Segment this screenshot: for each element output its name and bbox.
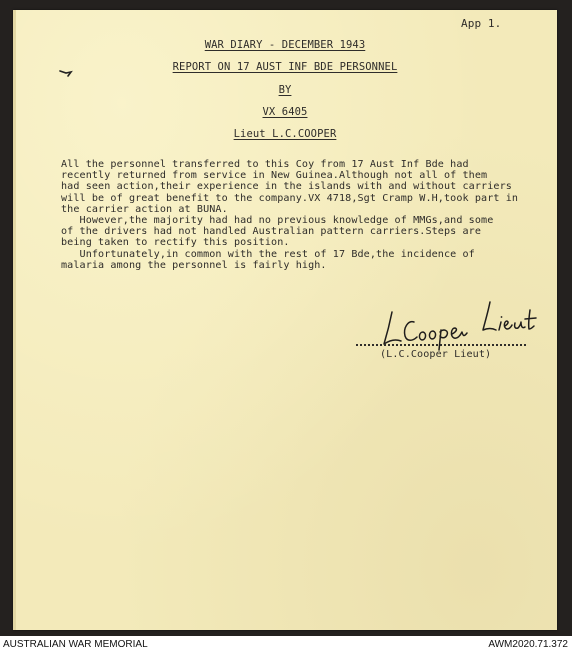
body-line: All the personnel transferred to this Coy from 17 Aust Inf Bde had: [61, 159, 469, 170]
body-line: However,the majority had had no previous knowledge of MMGs,and some: [61, 215, 494, 227]
body-line: being taken to rectify this position.: [61, 237, 290, 249]
body-line: Unfortunately,in common with the rest of 17 Bde,the incidence of: [61, 248, 475, 260]
by-line: [13, 84, 557, 96]
body-line: malaria among the personnel is fairly high.: [61, 259, 327, 271]
document-page: [13, 10, 557, 630]
ink-tick-mark: [59, 69, 73, 77]
signature-line: [356, 344, 526, 346]
body-line: recently returned from service in New Guinea.Although not all of them: [61, 170, 488, 182]
paper-edge: [13, 10, 16, 630]
body-line: of the drivers had not handled Australian pattern carriers.Steps are: [61, 226, 482, 238]
service-number-text: VX 6405: [262, 106, 308, 118]
by-line-text: BY: [278, 84, 292, 96]
handwritten-signature: [370, 292, 540, 352]
report-subject-text: REPORT ON 17 AUST INF BDE PERSONNEL: [172, 61, 398, 73]
accession-number: AWM2020.71.372: [488, 639, 568, 650]
author-name-text: Lieut L.C.COOPER: [233, 128, 337, 140]
author-name: [13, 128, 557, 140]
report-body: [61, 159, 553, 271]
diary-title: [13, 39, 557, 51]
typed-signature-name: (L.C.Cooper Lieut): [380, 349, 492, 360]
body-line: had seen action,their experience in the islands with and without carriers: [61, 181, 512, 193]
report-subject: [13, 61, 557, 73]
archive-footer: [0, 636, 572, 653]
body-line: the carrier action at BUNA.: [61, 203, 228, 215]
diary-title-text: WAR DIARY - DECEMBER 1943: [204, 39, 366, 51]
body-line: will be of great benefit to the company.VX 4718,Sgt Cramp W.H,took part in: [61, 192, 519, 204]
service-number: [13, 106, 557, 118]
appendix-reference: App 1.: [461, 17, 502, 30]
institution-label: AUSTRALIAN WAR MEMORIAL: [3, 639, 148, 650]
